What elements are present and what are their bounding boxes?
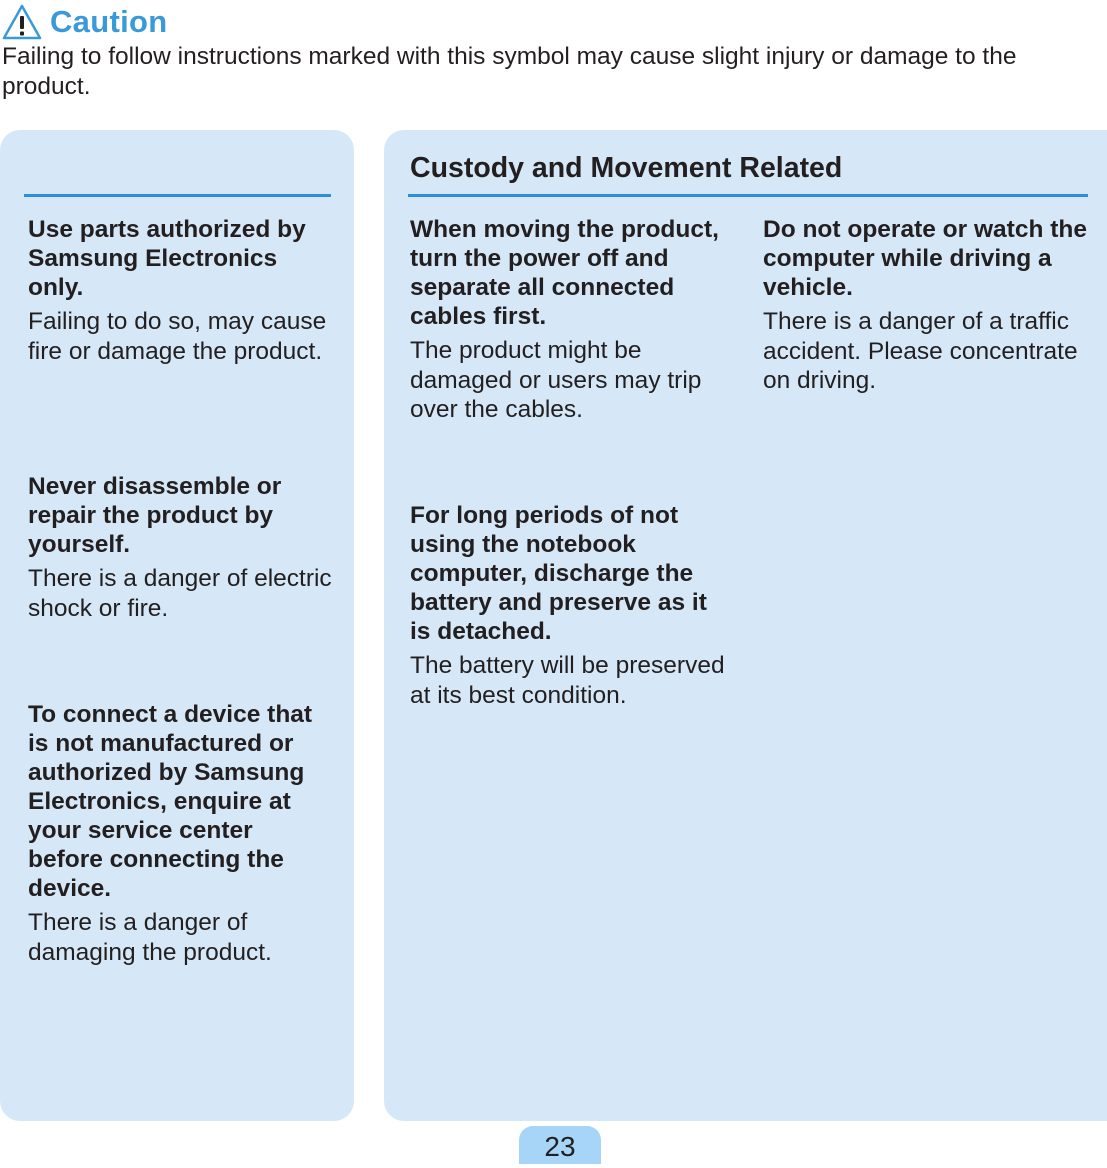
- item-body: There is a danger of damaging the product.: [28, 909, 272, 966]
- item-heading: Use parts authorized by Samsung Electronics only.: [28, 216, 306, 301]
- item-body: Failing to do so, may cause fire or damage the product.: [28, 308, 327, 365]
- caution-item: [763, 215, 1088, 396]
- caution-title: Caution: [50, 4, 168, 39]
- caution-item: [410, 215, 732, 425]
- item-body: The product might be damaged or users may trip over the cables.: [410, 337, 702, 423]
- warning-triangle-icon: [2, 4, 42, 40]
- item-heading: When moving the product, turn the power off and separate all connected cables first.: [410, 216, 719, 330]
- item-body: The battery will be preserved at its best condition.: [410, 652, 725, 709]
- caution-intro: Failing to follow instructions marked with this symbol may cause slight injury or damage to the product.: [2, 43, 1017, 100]
- right-panel-divider: [408, 194, 1088, 197]
- item-body: There is a danger of electric shock or fire.: [28, 565, 332, 622]
- caution-item: [28, 215, 333, 366]
- left-panel-divider: [24, 194, 331, 197]
- caution-item: [28, 700, 328, 967]
- page-number: 23: [519, 1126, 601, 1164]
- item-heading: To connect a device that is not manufactured or authorized by Samsung Electronics, enquire at your service center before connecting the device.: [28, 701, 313, 902]
- caution-header: [2, 2, 167, 42]
- item-heading: Do not operate or watch the computer while driving a vehicle.: [763, 216, 1087, 301]
- section-title: Custody and Movement Related: [410, 152, 843, 184]
- item-heading: For long periods of not using the notebook computer, discharge the battery and preserve as it is detached.: [410, 502, 707, 645]
- item-heading: Never disassemble or repair the product by yourself.: [28, 473, 282, 558]
- caution-item: [410, 501, 732, 710]
- item-body: There is a danger of a traffic accident. Please concentrate on driving.: [763, 308, 1078, 394]
- caution-item: [28, 472, 333, 623]
